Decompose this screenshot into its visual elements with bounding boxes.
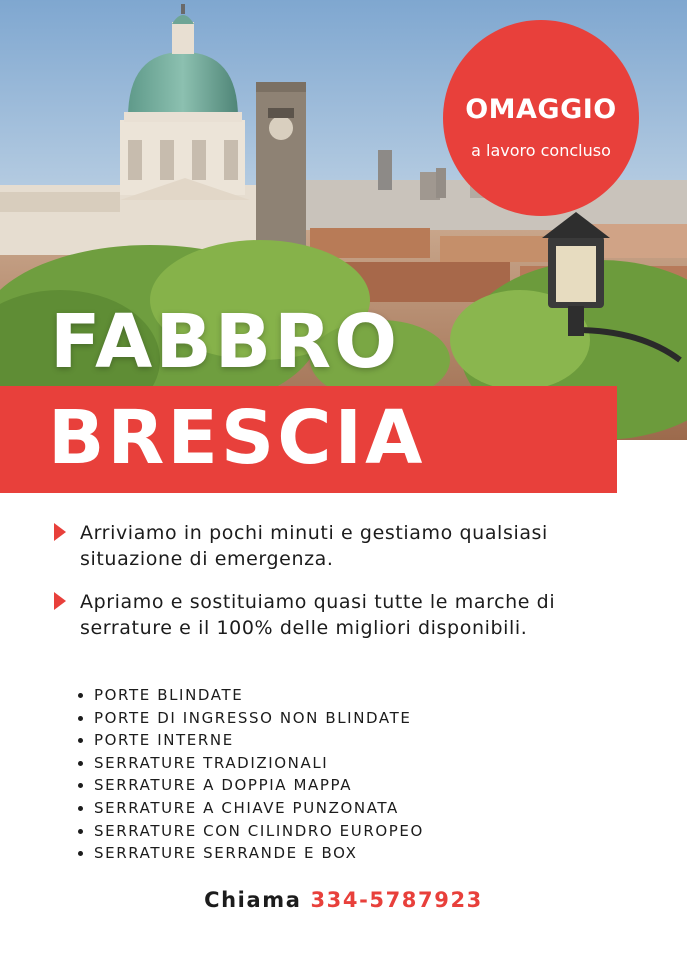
feature-text: Arriviamo in pochi minuti e gestiamo qualsiasi situazione di emergenza. — [80, 522, 548, 570]
bullet-dot-icon — [78, 761, 83, 766]
service-label: SERRATURE CON CILINDRO EUROPEO — [94, 821, 424, 840]
list-item — [78, 797, 424, 820]
service-label: PORTE DI INGRESSO NON BLINDATE — [94, 708, 412, 727]
service-label: SERRATURE A DOPPIA MAPPA — [94, 776, 353, 795]
service-label: SERRATURE SERRANDE E BOX — [94, 844, 358, 863]
title-line-2: BRESCIA — [48, 395, 426, 481]
gift-badge — [443, 20, 639, 216]
list-item — [78, 752, 424, 775]
list-item — [78, 774, 424, 797]
bullet-dot-icon — [78, 783, 83, 788]
services-list — [78, 684, 424, 865]
badge-subtitle: a lavoro concluso — [471, 141, 611, 160]
list-item — [78, 684, 424, 707]
feature-text: Apriamo e sostituiamo quasi tutte le marche di serrature e il 100% delle migliori disponibili. — [80, 591, 556, 639]
bullet-dot-icon — [78, 693, 83, 698]
triangle-right-icon — [54, 592, 66, 610]
phone-number-link[interactable]: 334-5787923 — [310, 888, 483, 912]
cta-label: Chiama — [204, 888, 302, 912]
badge-title: OMAGGIO — [465, 94, 617, 125]
call-to-action — [0, 888, 687, 912]
feature-bullet — [54, 589, 654, 641]
list-item — [78, 707, 424, 730]
bullet-dot-icon — [78, 851, 83, 856]
list-item — [78, 820, 424, 843]
triangle-right-icon — [54, 523, 66, 541]
list-item — [78, 842, 424, 865]
service-label: PORTE BLINDATE — [94, 686, 244, 704]
title-line-1: FABBRO — [50, 299, 401, 385]
feature-bullet — [54, 520, 654, 572]
bullet-dot-icon — [78, 716, 83, 721]
service-label: SERRATURE A CHIAVE PUNZONATA — [94, 798, 399, 817]
bullet-dot-icon — [78, 829, 83, 834]
hero-photo — [0, 0, 687, 440]
service-label: PORTE INTERNE — [94, 731, 234, 750]
bullet-dot-icon — [78, 806, 83, 811]
bullet-dot-icon — [78, 738, 83, 743]
list-item — [78, 729, 424, 752]
service-label: SERRATURE TRADIZIONALI — [94, 753, 329, 772]
